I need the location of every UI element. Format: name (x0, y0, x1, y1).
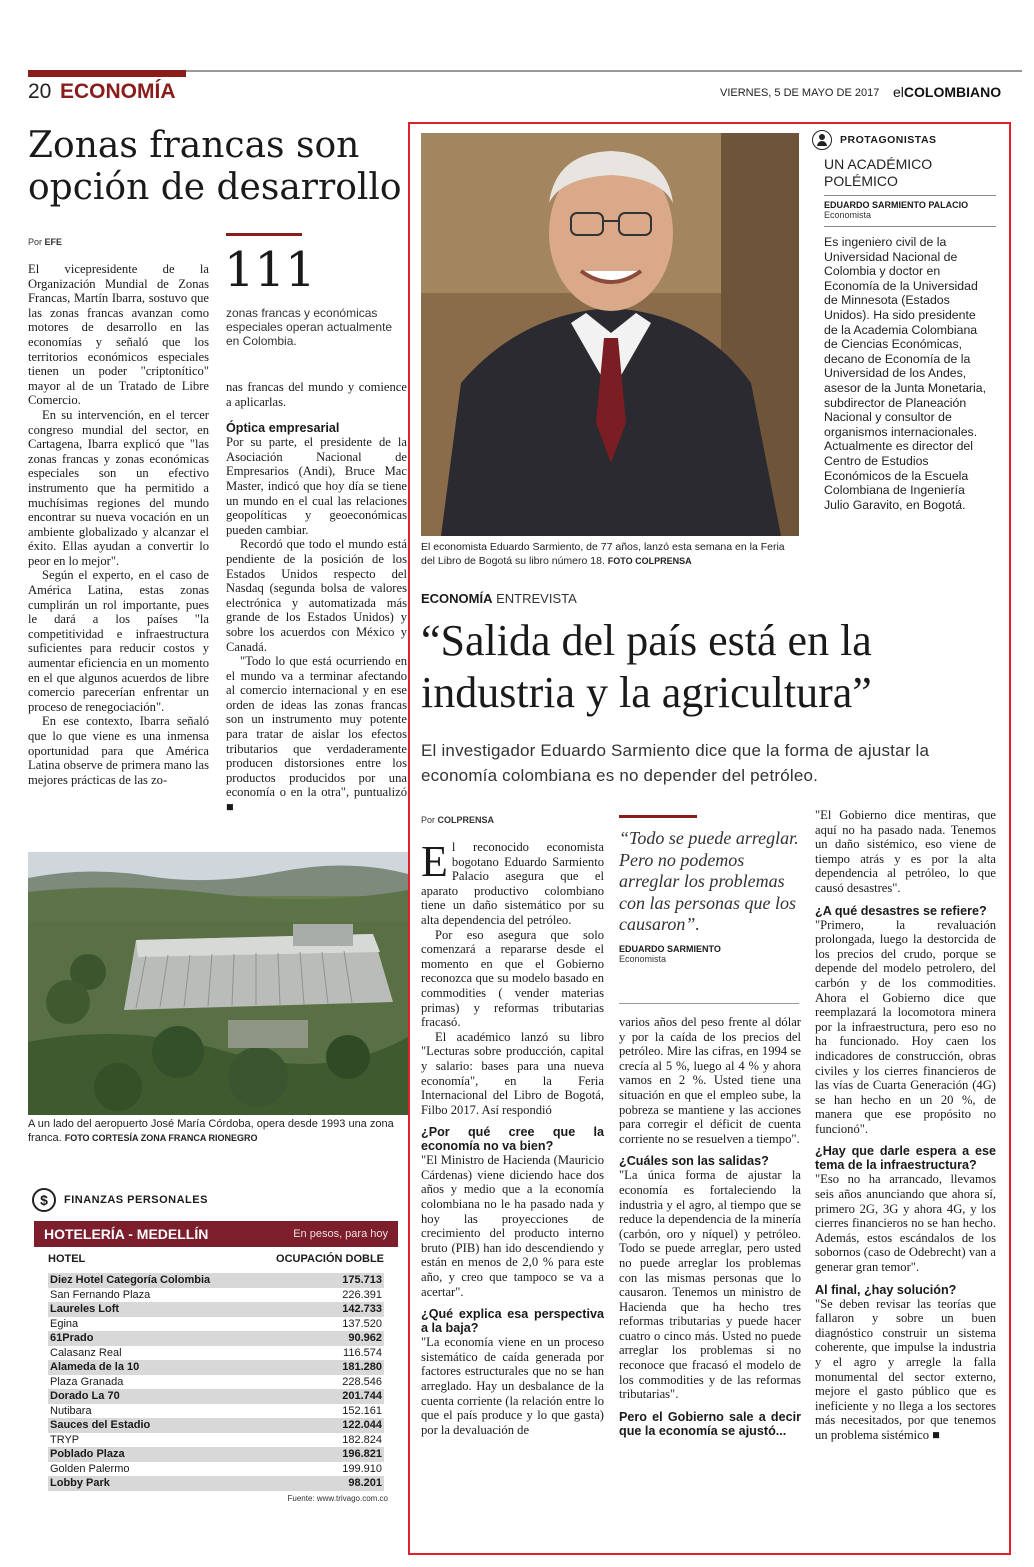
hotel-value: 196.821 (342, 1448, 382, 1460)
hotel-name: Plaza Granada (50, 1375, 124, 1388)
interview-col-2 (619, 1015, 801, 1438)
brand-prefix: el (893, 84, 904, 100)
table-row (48, 1476, 384, 1491)
table-row (48, 1331, 384, 1346)
interview-byline (421, 815, 494, 825)
hotel-name: Golden Palermo (50, 1462, 130, 1475)
table-note: En pesos, para hoy (293, 1228, 388, 1240)
pullquote-role: Economista (619, 953, 667, 964)
byline-name: EFE (44, 237, 63, 247)
table-row (48, 1273, 384, 1288)
hotel-table (48, 1273, 384, 1491)
pullquote-rule (619, 815, 697, 818)
question: Al final, ¿hay solución? (815, 1282, 957, 1297)
profile-role: Economista (824, 210, 872, 220)
portrait-svg (421, 133, 799, 536)
paragraph: El académico lanzó su libro "Lecturas sobre producción, capital y salario: bases para una nueva economía", en la Feria Internacional del Libro de Bogotá, Filbo 2017. Así respondió (421, 1029, 604, 1117)
subhead: Óptica empresarial (226, 421, 340, 436)
left-headline: Zonas francas son opción de desarrollo (28, 125, 402, 208)
aerial-photo-svg (28, 852, 408, 1115)
hotel-value: 152.161 (342, 1404, 382, 1417)
hotel-name: Egina (50, 1317, 79, 1330)
caption-credit: FOTO COLPRENSA (607, 556, 692, 566)
left-byline (28, 237, 62, 247)
paragraph: Por su parte, el presidente de la Asociación Nacional de Empresarios (Andi), Bruce Mac Master, indicó que hoy día se tiene un mundo en el cual las relaciones geopolíticas y geoeconómicas pueden cambiar. (226, 435, 407, 537)
caption-credit: FOTO CORTESÍA ZONA FRANCA RIONEGRO (64, 1132, 258, 1143)
paragraph: Recordó que todo el mundo está pendiente de la posición de los Estados Unidos respecto del Nasdaq (segunda bolsa de valores electrónica y automatizada más grande de los Estados Unidos) y sobre los acuerdos con México y Canadá. (226, 537, 407, 654)
pullquote-bottom-rule (619, 1003, 799, 1004)
zona-franca-caption (28, 1118, 408, 1145)
protagonistas-box (812, 130, 987, 512)
profile-name: EDUARDO SARMIENTO PALACIO (824, 200, 969, 210)
pullquote-text: “Todo se puede arreglar. Pero no podemos arreglar los problemas con las personas que los causaron”. (619, 828, 799, 934)
table-title: HOTELERÍA - MEDELLÍN (44, 1226, 209, 1242)
hotel-value: 98.201 (348, 1477, 382, 1489)
paragraph: Por eso asegura que solo comenzará a repararse desde el momento en que el Gobierno reconozca que su modelo basado en commodities ( vender materias primas) y reformas tributarias fracasó. (421, 927, 604, 1030)
hotel-value: 181.280 (342, 1361, 382, 1373)
question: ¿Por qué cree que la economía no va bien? (421, 1125, 604, 1154)
hotel-value: 116.574 (343, 1346, 382, 1359)
question: Pero el Gobierno sale a decir que la economía se ajustó... (619, 1409, 801, 1438)
section-name: ECONOMÍA (60, 80, 176, 103)
issue-date: VIERNES, 5 DE MAYO DE 2017 (720, 87, 880, 99)
table-row (48, 1375, 384, 1390)
table-row (48, 1389, 384, 1404)
big-number: 111 (224, 242, 316, 298)
byline-prefix: Por (28, 237, 43, 247)
page-number: 20 (28, 80, 52, 103)
interview-col-1 (421, 837, 604, 1437)
profile-bio: Es ingeniero civil de la Universidad Nacional de Colombia y doctor en Economía de la Universidad de Minnesota (Estados Unidos). Ha sido presidente de la Academia Colombiana de Ciencias Económicas, decano de Economía de la Universidad de los Andes, asesor de la Junta Monetaria, subdirector de Planeación Nacional y consultor de organismos internacionales. Actualmente es director del Centro de Estudios Económicos de la Escuela Colombiana de Ingeniería Julio Garavito, en Bogotá. (824, 235, 987, 512)
answer: "Primero, la revaluación prolongada, luego la destorcida de los precios del crudo, porque se depende del modelo petrolero, del carbón y de los commodities. Ahora el Gobierno dice que reemplazará la locomotora minera por la infraestructura, pero eso no ha funcionado. Hoy caen los indicadores de construcción, obras civiles y los cierres financieros de las vías de Cuarta Generación (4G) se han hecho en un 20 %, de manera que ese propósito no funcionó". (815, 917, 996, 1136)
hotel-value: 228.546 (342, 1375, 382, 1388)
answer: varios años del peso frente al dólar y por la caída de los precios del petróleo. Mire las cifras, en 1994 se crecía al 5 %, luego al 4 % y ahora vamos en 2 %. Usted tiene una situación en que el empleo sube, la pobreza se mantiene y las acciones para corregir el déficit de cuenta corriente no se resuelven a tiempo". (619, 1015, 801, 1146)
question: ¿Hay que darle espera a ese tema de la infraestructura? (815, 1144, 996, 1173)
answer: "Se deben revisar las teorías que fallaron y sobre un buen diagnóstico construir un sistema coherente, que impulse la industria y el agro y arregle la falla monumental del sector externo, mejore el gasto público que es ineficiente y no llega a los sectores más necesitados, por que tenemos un problema sistémico ■ (815, 1296, 996, 1442)
header-accent-bar (28, 70, 186, 77)
answer: "La economía viene en un proceso sistemático de caída generada por factores estructurales que no se han arreglado. Hay un desbalance de la cuenta corriente (la relación entre lo que el país produce y lo que gasta) por la devaluación de (421, 1335, 604, 1437)
table-row (48, 1288, 384, 1303)
hotel-name: Dorado La 70 (50, 1390, 120, 1402)
hotel-name: TRYP (50, 1433, 80, 1446)
portrait-caption (421, 540, 801, 568)
lead-paragraph: l reconocido economista bogotano Eduardo Sarmiento Palacio asegura que el aparato productivo colombiano tiene un daño sistemático por su alta dependencia del petróleo. (421, 840, 604, 927)
hotel-name: Lobby Park (50, 1477, 110, 1489)
hotel-name: Sauces del Estadio (50, 1419, 151, 1431)
profile-rule-2 (824, 226, 996, 227)
paragraph: Según el experto, en el caso de América Latina, estas zonas cumplirán un rol importante, pues le dará a los países "la competitividad e infraestructura suficientes para reducir costos y aumentar eficiencia en un momento en el que algunos acuerdos de libre comercio parecerían enfrentar un proceso de renegociación". (28, 568, 209, 714)
interview-deck: El investigador Eduardo Sarmiento dice que la forma de ajustar la economía colombiana es no depender del petróleo. (421, 741, 930, 785)
big-number-text: zonas francas y económicas especiales operan actualmente en Colombia. (226, 306, 393, 348)
hotel-value: 201.744 (342, 1390, 382, 1402)
hotel-name: Laureles Loft (50, 1303, 120, 1315)
answer: "La única forma de ajustar la economía es fortaleciendo la industria y el agro, al tiempo que se reduce la dependencia de la minería (carbón, oro y níquel) y petróleo. Todo se puede arreglar, pero usted no puede arreglar los problemas con las mismas personas que lo causaron. Tenemos un ministro de Hacienda que ha hecho tres reformas tributarias y puede hacer cuatro o cinco más. Usted no puede arreglar los problemas si no reconoce que fracasó el modelo de los commodities y de las reformas tributarias". (619, 1168, 801, 1402)
pullquote-box (619, 828, 799, 964)
brand (893, 84, 1001, 100)
col-hotel: HOTEL (48, 1253, 86, 1265)
table-row (48, 1418, 384, 1433)
sarmiento-photo (421, 133, 799, 536)
finanzas-col-headers (48, 1253, 384, 1265)
hotel-value: 122.044 (342, 1419, 382, 1431)
left-col-2 (226, 380, 407, 815)
hotel-value: 137.520 (342, 1317, 382, 1330)
caption-text: A un lado del aeropuerto José María Córdoba, opera desde 1993 una zona franca. (28, 1118, 394, 1144)
caption-text: El economista Eduardo Sarmiento, de 77 años, lanzó esta semana en la Feria del Libro de Bogotá su libro número 18. (421, 541, 785, 567)
answer: "El Gobierno dice mentiras, que aquí no ha pasado nada. Tenemos un daño sistémico, eso viene de tiempo atrás y es por la alta dependencia al petróleo, lo que causó desastres". (815, 808, 996, 895)
table-row (48, 1346, 384, 1361)
hotel-value: 182.824 (342, 1433, 382, 1446)
table-row (48, 1447, 384, 1462)
question: ¿Qué explica esa perspectiva a la baja? (421, 1307, 604, 1336)
paragraph: nas francas del mundo y comience a aplicarlas. (226, 380, 407, 409)
pullquote-name: EDUARDO SARMIENTO (619, 943, 721, 954)
byline-prefix: Por (421, 815, 436, 825)
hotel-name: Alameda de la 10 (50, 1361, 140, 1373)
drop-cap: E (421, 837, 448, 886)
table-row (48, 1360, 384, 1375)
finanzas-title: FINANZAS PERSONALES (64, 1194, 208, 1206)
hotel-value: 142.733 (342, 1303, 382, 1315)
hotel-value: 226.391 (342, 1288, 382, 1301)
hotel-name: Nutibara (50, 1404, 92, 1417)
dollar-icon: $ (32, 1188, 56, 1212)
hotel-name: Calasanz Real (50, 1346, 122, 1359)
col-ocupacion: OCUPACIÓN DOBLE (276, 1253, 384, 1265)
hotel-name: Poblado Plaza (50, 1448, 125, 1460)
finanzas-source: Fuente: www.trivago.com.co (287, 1493, 388, 1503)
answer: "El Ministro de Hacienda (Mauricio Cárdenas) viene diciendo hace dos años y medio que a la economía colombiana no le ha pasado nada y hoy las proyecciones de crecimiento del producto interno bruto (PIB) han ido descendiendo y están en menos de 2,0 % para este año, y creo que tampoco se va a acertar". (421, 1153, 604, 1299)
left-col-1 (28, 262, 209, 787)
big-number-rule (226, 233, 302, 236)
table-row (48, 1433, 384, 1448)
brand-name: COLOMBIANO (903, 84, 1002, 100)
person-icon (812, 130, 832, 150)
paragraph: En ese contexto, Ibarra señaló que lo que viene es una inmensa oportunidad para que América Latina observe de primera mano las mejores prácticas de las zo- (28, 714, 209, 787)
hotel-name: 61Prado (50, 1332, 94, 1344)
protagonistas-label: PROTAGONISTAS (840, 134, 937, 146)
question: ¿Cuáles son las salidas? (619, 1154, 769, 1169)
table-row (48, 1404, 384, 1419)
hotel-value: 175.713 (342, 1274, 382, 1286)
table-row (48, 1317, 384, 1332)
paragraph: "Todo lo que está ocurriendo en el mundo va a terminar afectando al comercio internacional y en ese orden de ideas las zonas francas son un instrumento muy potente para tratar de aislar los efectos tributarios que verdaderamente producen distorsiones entre los productos producidos por una economía o en la otra", puntualizó ■ (226, 654, 407, 815)
kicker-section: ECONOMÍA (421, 591, 493, 606)
profile-title: UN ACADÉMICO POLÉMICO (824, 156, 933, 189)
hotel-value: 199.910 (342, 1462, 382, 1475)
byline-name: COLPRENSA (437, 815, 495, 825)
finanzas-box (28, 1188, 408, 1503)
profile-rule (824, 195, 996, 196)
table-row (48, 1302, 384, 1317)
paragraph: En su intervención, en el tercer congreso mundial del sector, en Cartagena, Ibarra explicó que "las zonas francas y zonas económicas especiales son un efectivo instrumento que ha permitido a muchísimas regiones del mundo encontrar su nueva vocación en un ambiente globalizado y alcanzar el éxito. Ellas ayudan a convertir lo peor en lo mejor". (28, 407, 209, 568)
finanzas-table-header (34, 1221, 398, 1247)
interview-col-3 (815, 808, 996, 1443)
paragraph: El vicepresidente de la Organización Mundial de Zonas Francas, Martín Ibarra, sostuvo que las zonas francas avanzan como motores de desarrollo en las economías y señaló que los territorios económicos especiales tienen un poder "criptonítico" mayor al de un Tratado de Libre Comercio. (28, 262, 209, 408)
question: ¿A qué desastres se refiere? (815, 903, 987, 918)
interview-kicker (421, 591, 577, 606)
table-row (48, 1462, 384, 1477)
zona-franca-photo (28, 852, 408, 1115)
hotel-value: 90.962 (348, 1332, 382, 1344)
answer: "Eso no ha arrancado, llevamos seis años anunciando que ahora sí, primero 2G, 3G y ahora 4G, y los cierres financieros no se han hecho. Además, estos escándalos de los sobornos (caso de Odebrecht) van a generar gran temor". (815, 1172, 996, 1275)
kicker-type: ENTREVISTA (496, 591, 577, 606)
hotel-name: San Fernando Plaza (50, 1288, 151, 1301)
interview-headline: “Salida del país está en la industria y la agricultura” (421, 616, 872, 717)
hotel-name: Diez Hotel Categoría Colombia (50, 1274, 211, 1286)
